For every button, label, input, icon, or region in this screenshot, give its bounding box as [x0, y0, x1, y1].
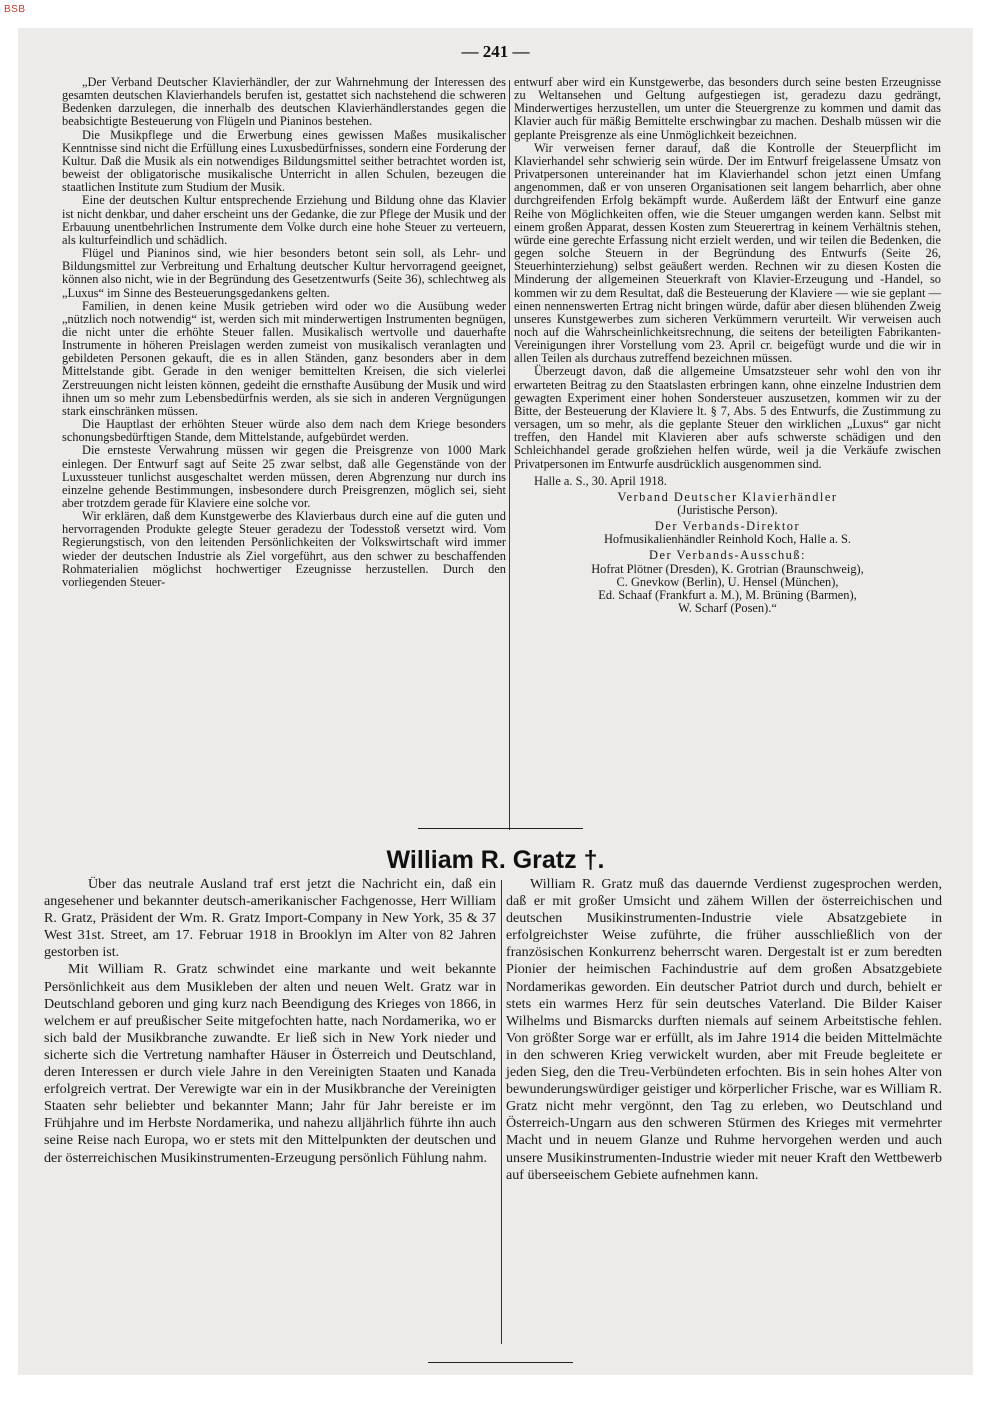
library-watermark: BSB — [4, 4, 26, 15]
section-rule-top — [418, 828, 583, 829]
obituary-headline: William R. Gratz †. — [386, 846, 605, 874]
signature-committee-line: Ed. Schaaf (Frankfurt a. M.), M. Brüning (Barmen), — [598, 587, 857, 602]
signature-committee-line: C. Gnevkow (Berlin), U. Hensel (München), — [616, 574, 839, 589]
paragraph: Über das neutrale Ausland traf erst jetzt die Nachricht ein, daß ein angesehener und bekannter deutsch-amerikanischer Fachgenosse, Herr William R. Gratz, Präsident der Wm. R. Gratz Import-Company in New York, 35 & 37 West 31st. Street, am 17. Februar 1918 in Brooklyn im Alter von 82 Jahren gestorben ist. — [44, 876, 496, 961]
paragraph: Eine der deutschen Kultur entsprechende Erziehung und Bildung ohne das Klavier ist nicht denkbar, und daher erscheint uns der Gedanke, die zur Pflege der Musik und der Erbauung unentbehrlichen Instrumente dem Volke durch eine hohe Steuer zu verteuern, als kulturfeindlich und schädlich. — [62, 193, 506, 247]
signature-date: Halle a. S., 30. April 1918. — [534, 473, 667, 488]
paragraph: Die Hauptlast der erhöhten Steuer würde also dem nach dem Kriege besonders schonungsbedürftigen Stande, dem Mittelstande, aufgebürdet werden. — [62, 417, 506, 445]
signature-director-title: Der Verbands-Direktor — [654, 519, 801, 534]
upper-column-right — [514, 76, 941, 615]
paragraph: Wir erklären, daß dem Kunstgewerbe des Klavierbaus durch eine auf die guten und hervorragenden Produkte gelegte Steuer geradezu der Todesstoß versetzt wird. Vom Regierungstisch, von den leitenden Persönlichkeiten der Volkswirtschaft wird immer wieder der deutschen Industrie als Ziel vorgeführt, aus den schwer zu beschaffenden Rohmaterialien möglichst hochwertiger Ezeugnisse herzustellen. Durch den vorliegenden Steuer- — [62, 509, 506, 589]
section-rule-bottom — [428, 1362, 573, 1363]
obituary-column-left — [44, 876, 496, 1167]
page-number: — 241 — — [461, 42, 530, 61]
paragraph: entwurf aber wird ein Kunstgewerbe, das besonders durch seine besten Erzeugnisse zu Weltansehen und Geltung aufgestiegen ist, geradezu dazu gedrängt, Minderwertiges herzustellen, um unter die Steuergrenze zu kommen und damit das Klavier auch für mäßig Bemittelte erschwingbar zu machen. Deshalb müssen wir die geplante Preisgrenze als eine Unmöglichkeit bezeichnen. — [514, 75, 941, 142]
signature-committee-line: Hofrat Plötner (Dresden), K. Grotrian (Braunschweig), — [591, 561, 864, 576]
paragraph: Mit William R. Gratz schwindet eine markante und weit bekannte Persönlichkeit aus dem Musikleben der alten und neuen Welt. Gratz war in Deutschland geboren und ging kurz nach Beendigung des Krieges von 1866, in welchem er auf preußischer Seite mitgefochten hatte, nach Nordamerika, wo er sich bald der Musikbranche zuwandte. Er ließ sich in New York nieder und sicherte sich die Vertretung namhafter Häuser in Österreich und Deutschland, deren Interessen er durch viele Jahre in den Vereinigten Staaten und Kanada erfolgreich vertrat. Der Verewigte war ein in der Musikbranche der Vereinigten Staaten sehr beliebter und bekannter Mann; Jahr für Jahr bereiste er im Frühjahre und im Herbste Nordamerika, und nahezu alljährlich führte ihn auch seine Reise nach Europa, wo er stets mit den Mittelpunkten der deutschen und der österreichischen Musikinstrumenten-Erzeugung persönlich Fühlung nahm. — [44, 961, 496, 1166]
scanned-page — [18, 28, 973, 1375]
signature-organization: Verband Deutscher Klavierhändler — [617, 489, 838, 504]
paragraph: William R. Gratz muß das dauernde Verdienst zugesprochen werden, daß er mit großer Umsicht und zähem Willen der österreichischen und deutschen Musikinstrumenten-Industrie viele Absatzgebiete in erfolgreichster Weise zuführte, die früher ausschließlich von der französischen Konkurrenz beherrscht waren. Dergestalt ist er zum beredten Pionier der heimischen Fachindustrie auf dem großen Absatzgebiete Nordamerikas geworden. Ein deutscher Patriot durch und durch, behielt er stets ein warmes Herz für sein deutsches Vaterland. Die Bilder Kaiser Wilhelms und Bismarcks durften niemals auf seinem Arbeitstische fehlen. Von größter Sorge war er erfüllt, als im Jahre 1914 die beiden Mittelmächte in den schweren Krieg verwickelt wurden, aber mit Freude begleitete er jeden Sieg, den die Treu-Verbündeten erfochten. Bis in sein hohes Alter von bewunderungswürdiger geistiger und körperlicher Frische, war es William R. Gratz nicht mehr vergönnt, den Tag zu erleben, wo Deutschland und Österreich-Ungarn aus den schweren Stürmen des Krieges mit vermehrter Macht und in neuem Glanze und Ruhme hervorgehen werden und auch unsere Musikinstrumenten-Industrie wieder mit neuer Kraft den Wettbewerb auf überseeischem Gebiete aufnehmen kann. — [506, 876, 942, 1183]
signature-committee-line: W. Scharf (Posen).“ — [678, 601, 777, 616]
column-divider — [509, 80, 510, 830]
paragraph: Die Musikpflege und die Erwerbung eines gewissen Maßes musikalischer Kenntnisse sind nicht die Erfüllung eines Luxusbedürfnisses, sondern eine Forderung der Kultur. Daß die Musik als ein notwendiges Bildungsmittel seither betrachtet worden ist, beweist der obligatorische musikalische Unterricht in allen Schulen, bezeugen die staatlichen Institute zum Studium der Musik. — [62, 127, 506, 195]
signature-director: Hofmusikalienhändler Reinhold Koch, Halle a. S. — [603, 532, 852, 547]
paragraph: Die ernsteste Verwahrung müssen wir gegen die Preisgrenze von 1000 Mark einlegen. Der Entwurf sagt auf Seite 25 zwar selbst, daß alle Gegenstände von der Luxussteuer tunlichst ausgeschaltet werden müssen, deren Abgrenzung nur durch ins einzelne gehende Bestimmungen, insbesondere durch Preisgrenzen, möglich sei, sieht aber trotzdem gerade für Klaviere eine solche vor. — [62, 443, 506, 510]
signature-organization-note: (Juristische Person). — [677, 503, 778, 517]
upper-column-left — [62, 76, 506, 589]
paragraph: Familien, in denen keine Musik getrieben wird oder wo die Ausübung weder „nützlich noch notwendig“ ist, werden sich mit minderwertigen Instrumenten begnügen, die nicht unter die erhöhte Steuer fallen. Musikalisch wertvolle und dauerhafte Instrumente in höheren Preislagen werden zumeist von musikalisch veranlagten und gebildeten Personen gekauft, die es in allen Ständen, ganz besonders aber in dem Mittelstande gibt. Gerade in den weniger bemittelten Kreisen, die sich vielerlei Zerstreuungen nicht leisten können, gedeiht die ernsthafte Ausübung der Musik und wird ihnen um so mehr zum Lebensbedürfnis werden, als sie sich in anderen Vergnügungen stark einschränken müssen. — [62, 298, 506, 418]
signature-committee-title: Der Verbands-Ausschuß: — [649, 548, 806, 563]
paragraph: Flügel und Pianinos sind, wie hier besonders betont sein soll, als Lehr- und Bildungsmittel zur Verbreitung und Erhaltung deutscher Kultur hervorragend geeignet, können also nicht, wie in der Begründung des Gesetzentwurfs (Seite 36), schlechtweg als „Luxus“ im Sinne des Besteuerungsgedankens gelten. — [62, 246, 506, 300]
paragraph: Wir verweisen ferner darauf, daß die Kontrolle der Steuerpflicht im Klavierhandel sehr schwierig sein würde. Der im Entwurf freigelassene Umsatz von Privatpersonen untereinander hat im Klavierhandel schon jetzt einen Umfang angenommen, daß er von unseren Organisationen seit langem beharrlich, aber ohne durchgreifenden Erfolg bekämpft wurde. Außerdem läßt der Entwurf eine ganze Reihe von Möglichkeiten offen, wie die Steuer umgangen werden kann. Selbst mit einem großen Apparat, dessen Kosten zum Steuerertrag in keinem Verhältnis stehen, würde eine gerechte Erfassung nicht erzielt werden, und wir teilen die Bedenken, die gegen solche Steuern in der Begründung des Entwurfs (Seite 26, Steuerhinterziehung) selbst geäußert werden. Rechnen wir zu diesen Kosten die Minderung der allgemeinen Steuerkraft von Klavier-Erzeugung und -Handel, so kommen wir zu dem Resultat, daß die Besteuerung der Klaviere — wie sie geplant — einen nennenswerten Ertrag nicht bringen würde, dafür aber diesen blühenden Zweig unseres Kunstgewerbes zum sicheren Verkümmern verurteilt. Wir verweisen auch noch auf die Wahrscheinlichkeitsrechnung, die seitens der beteiligten Fabrikanten-Vereinigungen ihrer Vorstellung vom 23. April cr. beigefügt wurde und die wir in allen Teilen als durchaus zutreffend bezeichnen müssen. — [514, 140, 941, 366]
column-divider — [501, 880, 502, 1344]
paragraph: „Der Verband Deutscher Klavierhändler, der zur Wahrnehmung der Interessen des gesamten deutschen Klavierhandels berufen ist, gestattet sich nachstehend die schweren Bedenken darzulegen, die innerhalb des deutschen Klavierhändlerstandes gegen die beabsichtigte Besteuerung von Flügeln und Pianinos bestehen. — [62, 75, 506, 129]
paragraph: Überzeugt davon, daß die allgemeine Umsatzsteuer sehr wohl den von ihr erwarteten Beitrag zu den Staatslasten erbringen kann, ohne einzelne Industrien dem gewagten Experiment einer hohen Sondersteuer auszusetzen, kommen wir zu der Bitte, der Besteuerung der Klaviere lt. § 7, Abs. 5 des Entwurfs, die Zustimmung zu versagen, um so mehr, als die geplante Steuer den wirklichen „Luxus“ gar nicht treffen, den Handel mit Klavieren aber aufs schwerste schädigen und den Schleichhandel gerade großziehen helfen würde, weil ja die Verkäufe zwischen Privatpersonen im Entwurfe ausdrücklich ausgenommen sind. — [514, 364, 941, 471]
obituary-column-right — [506, 876, 942, 1184]
